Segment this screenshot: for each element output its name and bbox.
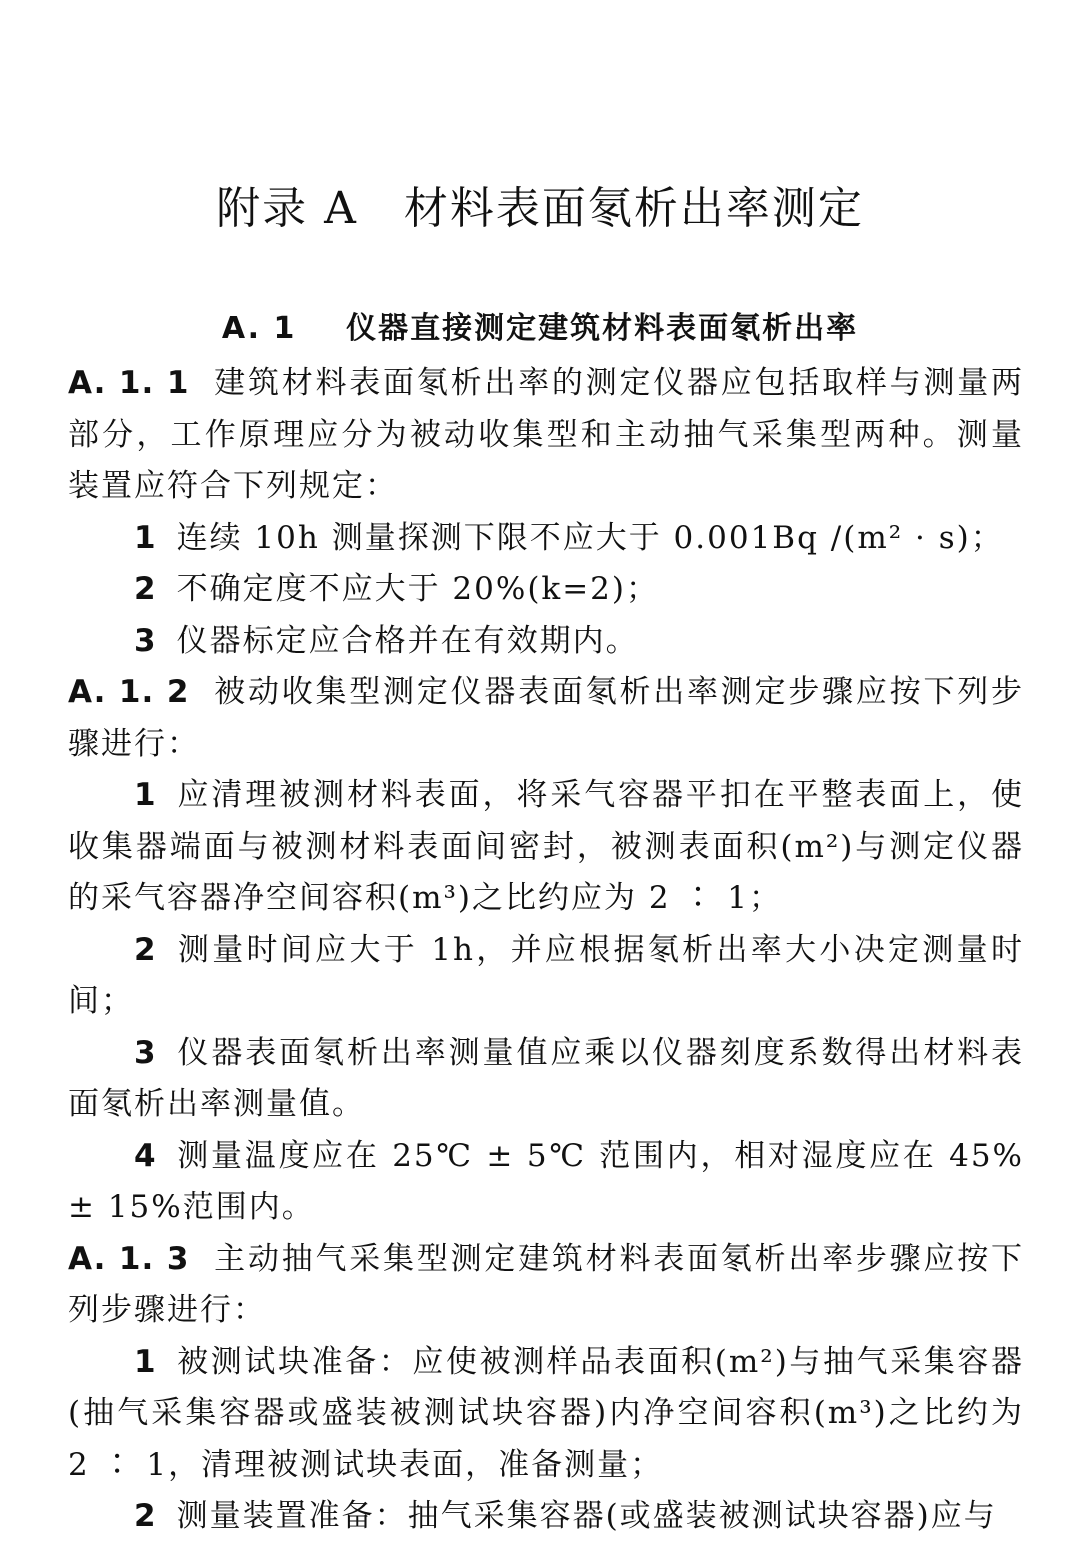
paragraph-text: 主动抽气采集型测定建筑材料表面氡析出率步骤应按下列步骤进行： xyxy=(68,1240,1024,1328)
section-heading xyxy=(0,307,1080,351)
list-item xyxy=(68,1131,1024,1234)
paragraph-text: 应清理被测材料表面，将采气容器平扣在平整表面上，使收集器端面与被测材料表面间密封，被测表面积(m²)与测定仪器的采气容器净空间容积(m³)之比约应为 2 ∶ 1； xyxy=(68,777,1024,916)
paragraph-text: 不确定度不应大于 20%(k=2)； xyxy=(176,571,660,607)
item-number: 2 xyxy=(134,931,157,968)
item-number: 1 xyxy=(134,519,157,556)
section-number: A. 1 xyxy=(221,310,297,346)
clause-paragraph xyxy=(68,1234,1024,1337)
paragraph-text: 仪器标定应合格并在有效期内。 xyxy=(176,622,639,659)
paragraph-text: 被动收集型测定仪器表面氡析出率测定步骤应按下列步骤进行： xyxy=(68,674,1024,762)
section-title-text: 仪器直接测定建筑材料表面氡析出率 xyxy=(346,310,859,346)
appendix-title: 附录 A 材料表面氡析出率测定 xyxy=(216,183,864,235)
paragraph-text: 仪器表面氡析出率测量值应乘以仪器刻度系数得出材料表面氡析出率测量值。 xyxy=(68,1034,1024,1122)
clause-number: A. 1. 3 xyxy=(68,1240,190,1277)
item-number: 2 xyxy=(134,1498,157,1534)
clause-number: A. 1. 1 xyxy=(68,365,190,401)
list-item xyxy=(68,925,1024,1028)
list-item xyxy=(68,1491,1024,1543)
paragraph-text: 测量时间应大于 1h，并应根据氡析出率大小决定测量时间； xyxy=(68,931,1024,1019)
item-number: 4 xyxy=(134,1137,157,1174)
clause-paragraph xyxy=(68,667,1024,770)
list-item xyxy=(68,770,1024,925)
list-item xyxy=(68,616,1024,668)
clause-paragraph xyxy=(68,358,1024,513)
paragraph-text: 测量装置准备：抽气采集容器(或盛装被测试块容器)应与 xyxy=(176,1498,997,1534)
item-number: 1 xyxy=(134,1343,157,1380)
item-number: 3 xyxy=(134,1034,157,1071)
paragraph-text: 被测试块准备：应使被测样品表面积(m²)与抽气采集容器(抽气采集容器或盛装被测试块容器)内净空间容积(m³)之比约为 2 ∶ 1，清理被测试块表面，准备测量； xyxy=(68,1343,1024,1483)
list-item xyxy=(68,513,1024,565)
item-number: 3 xyxy=(134,622,157,659)
item-number: 1 xyxy=(134,777,157,813)
list-item xyxy=(68,1337,1024,1492)
list-item xyxy=(68,564,1024,616)
paragraph-text: 测量温度应在 25℃ ± 5℃ 范围内，相对湿度应在 45% ± 15%范围内。 xyxy=(68,1137,1024,1225)
clause-number: A. 1. 2 xyxy=(68,674,190,710)
paragraph-text: 建筑材料表面氡析出率的测定仪器应包括取样与测量两部分，工作原理应分为被动收集型和主动抽气采集型两种。测量装置应符合下列规定： xyxy=(68,365,1024,504)
list-item xyxy=(68,1028,1024,1131)
document-body xyxy=(68,358,1024,1543)
item-number: 2 xyxy=(134,571,157,607)
paragraph-text: 连续 10h 测量探测下限不应大于 0.001Bq /(m² · s)； xyxy=(176,519,1004,556)
